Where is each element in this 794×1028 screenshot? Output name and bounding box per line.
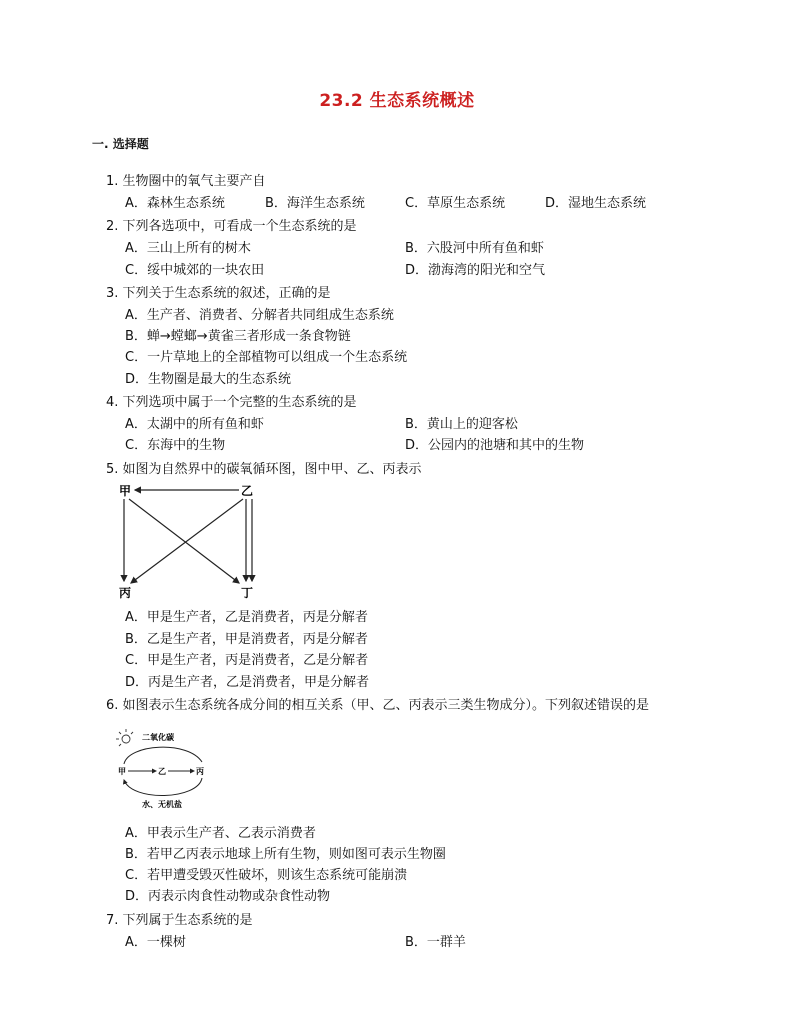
question-6-option-a: A．甲表示生产者、乙表示消费者 <box>125 826 316 841</box>
question-4-stem: 4. 下列选项中属于一个完整的生态系统的是 <box>106 395 357 410</box>
question-5-option-a: A．甲是生产者，乙是消费者，丙是分解者 <box>125 610 368 625</box>
question-2-option-b: B．六股河中所有鱼和虾 <box>405 241 544 256</box>
question-1-option-c: C．草原生态系统 <box>405 196 506 211</box>
diagram-node-bing: 丙 <box>196 767 204 776</box>
question-6-option-c: C．若甲遭受毁灭性破坏，则该生态系统可能崩溃 <box>125 868 408 883</box>
question-7-option-a: A．一棵树 <box>125 935 186 950</box>
question-1-option-d: D．湿地生态系统 <box>545 196 647 211</box>
question-4-option-d: D．公园内的池塘和其中的生物 <box>405 438 585 453</box>
question-6-option-b: B．若甲乙丙表示地球上所有生物，则如图可表示生物圈 <box>125 847 446 862</box>
arrow-yi-to-bing <box>131 499 243 583</box>
question-2-option-c: C．绥中城郊的一块农田 <box>125 263 265 278</box>
diagram-node-jia: 甲 <box>119 484 132 498</box>
question-7-stem: 7. 下列属于生态系统的是 <box>106 913 253 928</box>
question-3-option-b: B．蝉→螳螂→黄雀三者形成一条食物链 <box>125 329 351 344</box>
question-2-option-d: D．渤海湾的阳光和空气 <box>405 263 546 278</box>
question-1-option-b: B．海洋生态系统 <box>265 196 365 211</box>
sun-icon <box>116 729 133 746</box>
question-3-option-a: A．生产者、消费者、分解者共同组成生态系统 <box>125 308 394 323</box>
diagram-label-water-salts: 水、无机盐 <box>142 800 182 809</box>
question-5-option-b: B．乙是生产者，甲是消费者，丙是分解者 <box>125 632 368 647</box>
question-4-option-a: A．太湖中的所有鱼和虾 <box>125 417 264 432</box>
question-1-option-a: A．森林生态系统 <box>125 196 225 211</box>
question-3-option-d: D．生物圈是最大的生态系统 <box>125 372 292 387</box>
question-7-option-b: B．一群羊 <box>405 935 466 950</box>
question-4-option-c: C．东海中的生物 <box>125 438 226 453</box>
arrow-jia-to-ding <box>129 499 239 583</box>
question-6-option-d: D．丙表示肉食性动物或杂食性动物 <box>125 889 331 904</box>
diagram-node-yi: 乙 <box>241 484 254 498</box>
question-3-stem: 3. 下列关于生态系统的叙述，正确的是 <box>106 286 331 301</box>
ecosystem-relationship-diagram <box>112 726 212 810</box>
question-3-option-c: C．一片草地上的全部植物可以组成一个生态系统 <box>125 350 408 365</box>
question-6-stem: 6. 如图表示生态系统各成分间的相互关系（甲、乙、丙表示三类生物成分）。下列叙述错误的是 <box>106 698 650 713</box>
question-5-option-c: C．甲是生产者，丙是消费者，乙是分解者 <box>125 653 369 668</box>
question-1-stem: 1. 生物圈中的氧气主要产自 <box>106 174 266 189</box>
diagram-node-yi: 乙 <box>158 767 166 776</box>
page-title: 23.2 生态系统概述 <box>319 91 475 111</box>
question-2-stem: 2. 下列各选项中，可看成一个生态系统的是 <box>106 219 357 234</box>
diagram-node-ding: 丁 <box>241 586 254 600</box>
question-5-option-d: D．丙是生产者，乙是消费者，甲是分解者 <box>125 675 370 690</box>
diagram-label-co2: 二氧化碳 <box>142 733 174 742</box>
diagram-node-jia: 甲 <box>118 767 126 776</box>
question-4-option-b: B．黄山上的迎客松 <box>405 417 518 432</box>
carbon-oxygen-cycle-diagram <box>115 481 265 603</box>
arc-bottom <box>124 778 202 796</box>
question-2-option-a: A．三山上所有的树木 <box>125 241 251 256</box>
diagram-node-bing: 丙 <box>119 586 132 600</box>
arc-top <box>124 747 202 764</box>
question-5-stem: 5. 如图为自然界中的碳氧循环图，图中甲、乙、丙表示 <box>106 462 422 477</box>
section-heading: 一. 选择题 <box>92 137 149 151</box>
